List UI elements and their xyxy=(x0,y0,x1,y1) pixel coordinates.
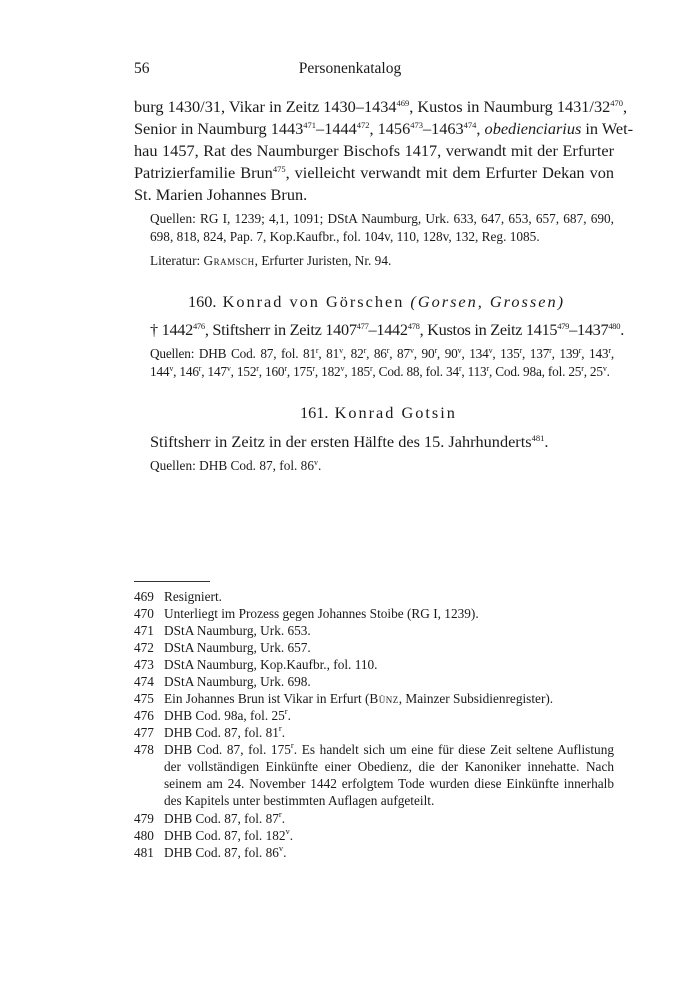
entry-160-sources-line: Quellen: DHB Cod. 87, fol. 81$^r$, 81$^v$, 82$^r$, 86$^r$, 87$^v$, 90$^r$, 90$^v$, 134$^v$, 135$^r$, 137$^r$, 139$^r$, 143$^r$, xyxy=(150,346,614,361)
footnote-number: 470 xyxy=(134,606,154,621)
footnote-text: DHB Cod. 87, fol. 182$^v$. xyxy=(164,826,294,843)
footnote-number: 476 xyxy=(134,708,154,723)
footnote-text: Ein Johannes Brun ist Vikar in Erfurt (Bünz, Mainzer Subsidienregister). xyxy=(164,691,554,706)
footnote-text: DStA Naumburg, Kop.Kaufbr., fol. 110. xyxy=(164,657,378,672)
entry-159-body-line: burg 1430/31, Vikar in Zeitz 1430–1434$^{469}$, Kustos in Naumburg $1431/32^{470}$, xyxy=(134,97,628,116)
footnote-text: DHB Cod. 87, fol. 175$^r$. Es handelt sich um eine für diese Zeit seltene Auflistung xyxy=(164,740,614,757)
footnote-number: 474 xyxy=(134,674,154,689)
footnote-number: 469 xyxy=(134,589,154,604)
entry-159-literature: Literatur: Gramsch, Erfurter Juristen, Nr. 94. xyxy=(150,253,392,268)
footnote-number: 479 xyxy=(134,811,154,826)
entry-159-sources-line: 698, 818, 824, Pap. 7, Kop.Kaufbr., fol. 104v, 110, 128v, 132, Reg. 1085. xyxy=(150,229,540,244)
footnote-text-continued: seinem am 24. November 1442 erfolgtem Tode wurden diese Einkünfte innerhalb xyxy=(164,776,614,791)
entry-159-body-line: St. Marien Johannes Brun. xyxy=(134,185,308,204)
entry-159-sources-line: Quellen: RG I, 1239; 4,1, 1091; DStA Naumburg, Urk. 633, 647, 653, 657, 687, 690, xyxy=(150,211,614,226)
entry-160-body: † 1442$^{476}$, Stiftsherr in Zeitz 1407$^{477}$–1442$^{478}$, Kustos in Zeitz 1415$^{479}$–1437$^{480}$. xyxy=(150,320,624,339)
footnote-number: 472 xyxy=(134,640,154,655)
footnote-text: DStA Naumburg, Urk. 657. xyxy=(164,640,311,655)
footnote-text: DStA Naumburg, Urk. 653. xyxy=(164,623,311,638)
footnote-number: 480 xyxy=(134,828,154,843)
footnote-number: 478 xyxy=(134,742,154,757)
footnote-number: 473 xyxy=(134,657,154,672)
entry-160-sources-line: 144$^v$, 146$^r$, 147$^v$, 152$^r$, 160$^r$, 175$^r$, 182$^v$, 185$^r$, Cod. 88, fol. 34$^r$, 113$^r$, Cod. 98a, fol. 25$^r$, 25$^v$. xyxy=(150,364,610,379)
footnote-number: 481 xyxy=(134,845,154,860)
entry-160-heading: 160. Konrad von Görschen (Gorsen, Grossen) xyxy=(188,292,566,311)
footnote-text: DStA Naumburg, Urk. 698. xyxy=(164,674,311,689)
footnote-text: DHB Cod. 87, fol. 81$^r$. xyxy=(164,723,286,740)
footnote-text: DHB Cod. 98a, fol. 25$^r$. xyxy=(164,706,291,723)
footnote-text-continued: der vollständigen Einkünfte einer Obedienz, die der Kanoniker innehatte. Nach xyxy=(164,759,614,774)
footnote-separator xyxy=(134,581,210,582)
entry-161-sources: Quellen: DHB Cod. 87, fol. 86$^v$. xyxy=(150,458,322,473)
page-number: 56 xyxy=(134,60,150,77)
footnote-text-continued: des Kapitels unter bestimmten Auflagen aufgeteilt. xyxy=(164,793,435,808)
footnote-number: 475 xyxy=(134,691,154,706)
footnote-text: DHB Cod. 87, fol. 87$^r$. xyxy=(164,809,286,826)
entry-159-body-line: Senior in Naumburg 1443$^{471}$–1444$^{472}$, 1456$^{473}$–1463$^{474}$, obedienciarius in Wet- xyxy=(134,119,634,138)
running-title: Personenkatalog xyxy=(298,60,402,77)
entry-161-body: Stiftsherr in Zeitz in der ersten Hälfte des 15. Jahrhunderts$^{481}$. xyxy=(150,432,549,451)
footnote-text: DHB Cod. 87, fol. 86$^v$. xyxy=(164,843,287,860)
entry-161-heading: 161. Konrad Gotsin xyxy=(300,403,457,422)
entry-159-body-line: Patrizierfamilie Brun$^{475}$, vielleicht verwandt mit dem Erfurter Dekan von xyxy=(134,163,614,182)
footnote-number: 471 xyxy=(134,623,154,638)
footnote-number: 477 xyxy=(134,725,154,740)
entry-159-body-line: hau 1457, Rat des Naumburger Bischofs 1417, verwandt mit der Erfurter xyxy=(134,141,614,160)
footnote-text: Resigniert. xyxy=(164,589,222,604)
footnote-text: Unterliegt im Prozess gegen Johannes Stoibe (RG I, 1239). xyxy=(164,606,479,621)
